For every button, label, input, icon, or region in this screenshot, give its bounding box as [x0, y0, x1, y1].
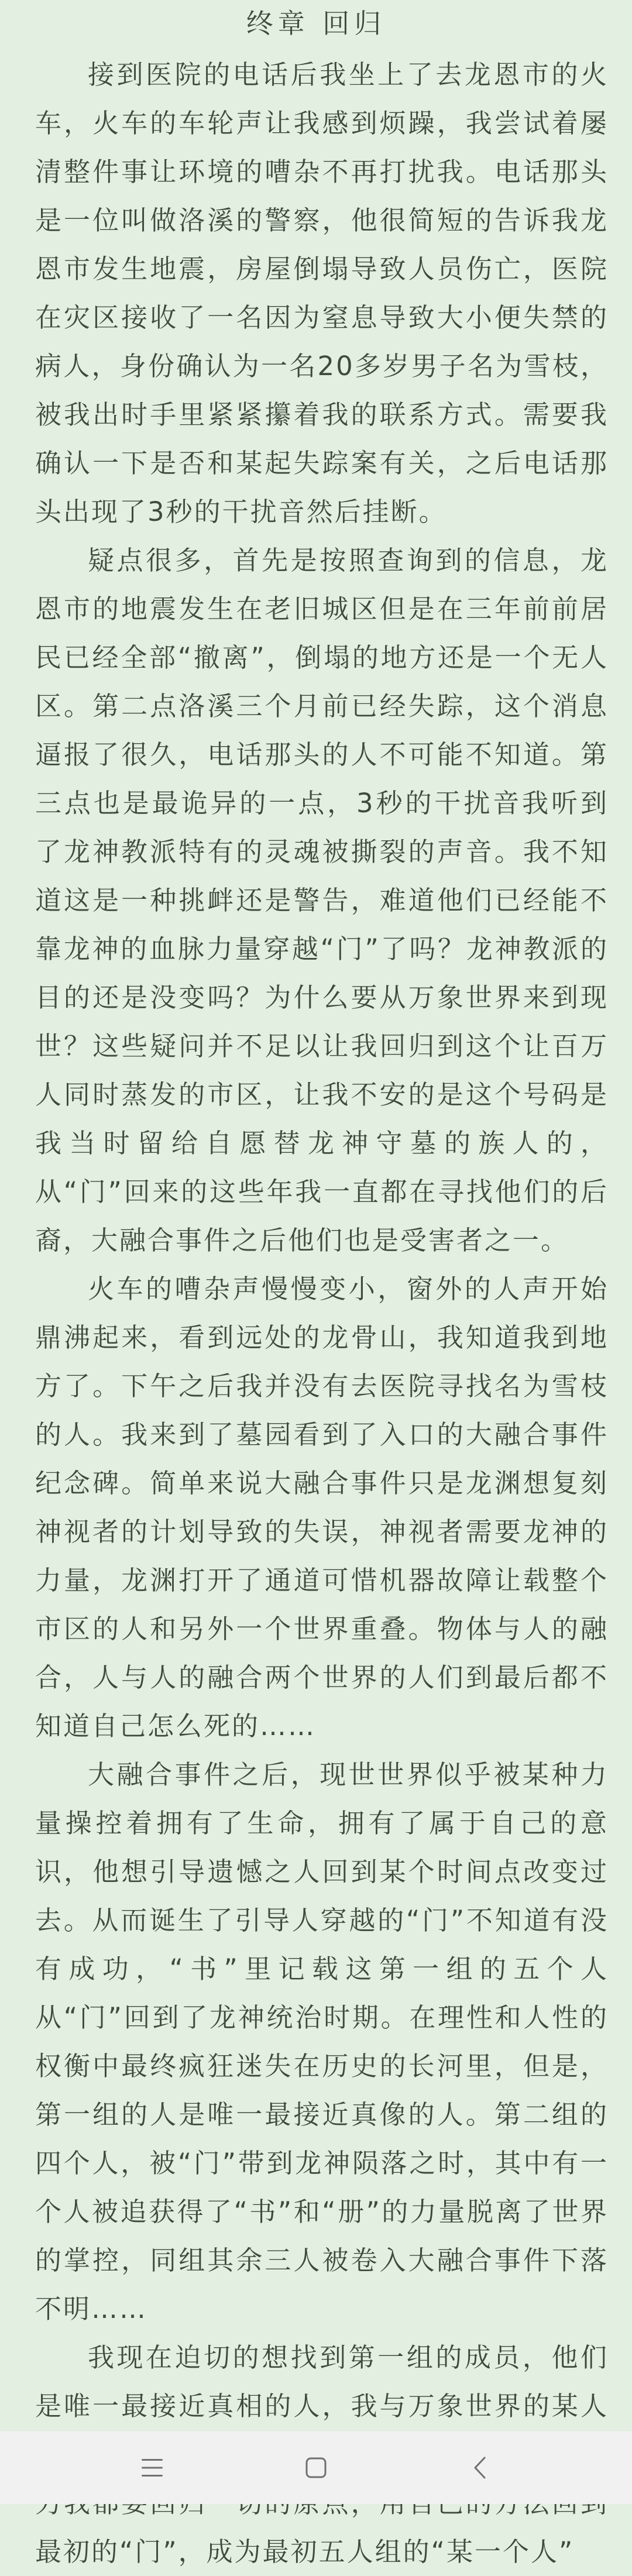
chapter-body	[0, 41, 632, 2576]
paragraph-1: 接到医院的电话后我坐上了去龙恩市的火车，火车的车轮声让我感到烦躁，我尝试着屡清整件事让环境的嘈杂不再打扰我。电话那头是一位叫做洛溪的警察，他很简短的告诉我龙恩市发生地震，房屋倒塌导致人员伤亡，医院在灾区接收了一名因为窒息导致大小便失禁的病人，身份确认为一名20多岁男子名为雪枝，被我出时手里紧紧攥着我的联系方式。需要我确认一下是否和某起失踪案有关，之后电话那头出现了3秒的干扰音然后挂断。	[35, 59, 609, 527]
paragraph-4: 大融合事件之后，现世世界似乎被某种力量操控着拥有了生命，拥有了属于自己的意识，他想引导遗憾之人回到某个时间点改变过去。从而诞生了引导人穿越的“门”不知道有没有成功，“书”里记载这第一组的五个人从“门”回到了龙神统治时期。在理性和人性的权衡中最终疯狂迷失在历史的长河里，但是，第一组的人是唯一最接近真像的人。第二组的四个人，被“门”带到龙神陨落之时，其中有一个人被追获得了“书”和“册”的力量脱离了世界的掌控，同组其余三人被卷入大融合事件下落不明……	[35, 1759, 609, 2324]
back-button[interactable]	[451, 2438, 509, 2497]
paragraph-5: 我现在迫切的想找到第一组的成员，他们是唯一最接近真相的人，我与万象世界的某人 最初的“门”，成为最初五人组的“某一个人”	[35, 2342, 609, 2567]
home-button[interactable]	[287, 2438, 345, 2497]
home-square-icon	[305, 2457, 327, 2479]
paragraph-2: 疑点很多，首先是按照查询到的信息，龙恩市的地震发生在老旧城区但是在三年前前居民已经全部“撤离”，倒塌的地方还是一个无人区。第二点洛溪三个月前已经失踪，这个消息逼报了很久，电话那头的人不可能不知道。第三点也是最诡异的一点，3秒的干扰音我听到了龙神教派特有的灵魂被撕裂的声音。我不知道这是一种挑衅还是警告，难道他们已经能不靠龙神的血脉力量穿越“门”了吗？龙神教派的目的还是没变吗？为什么要从万象世界来到现世？这些疑问并不足以让我回归到这个让百万人同时蒸发的市区，让我不安的是这个号码是我当时留给自愿替龙神守墓的族人的，从“门”回来的这些年我一直都在寻找他们的后裔，大融合事件之后他们也是受害者之一。	[35, 545, 609, 1256]
back-chevron-icon	[472, 2456, 487, 2479]
chapter-title: 终章 回归	[246, 8, 386, 39]
menu-button[interactable]	[123, 2438, 181, 2497]
menu-lines-icon	[140, 2458, 164, 2478]
system-navigation-bar	[0, 2431, 632, 2504]
paragraph-3: 火车的嘈杂声慢慢变小，窗外的人声开始鼎沸起来，看到远处的龙骨山，我知道我到地方了。下午之后我并没有去医院寻找名为雪枝的人。我来到了墓园看到了入口的大融合事件纪念碑。简单来说大融合事件只是龙渊想复刻神视者的计划导致的失误，神视者需要龙神的力量，龙渊打开了通道可惜机器故障让载整个市区的人和另外一个世界重叠。物体与人的融合，人与人的融合两个世界的人们到最后都不知道自己怎么死的……	[35, 1273, 609, 1742]
